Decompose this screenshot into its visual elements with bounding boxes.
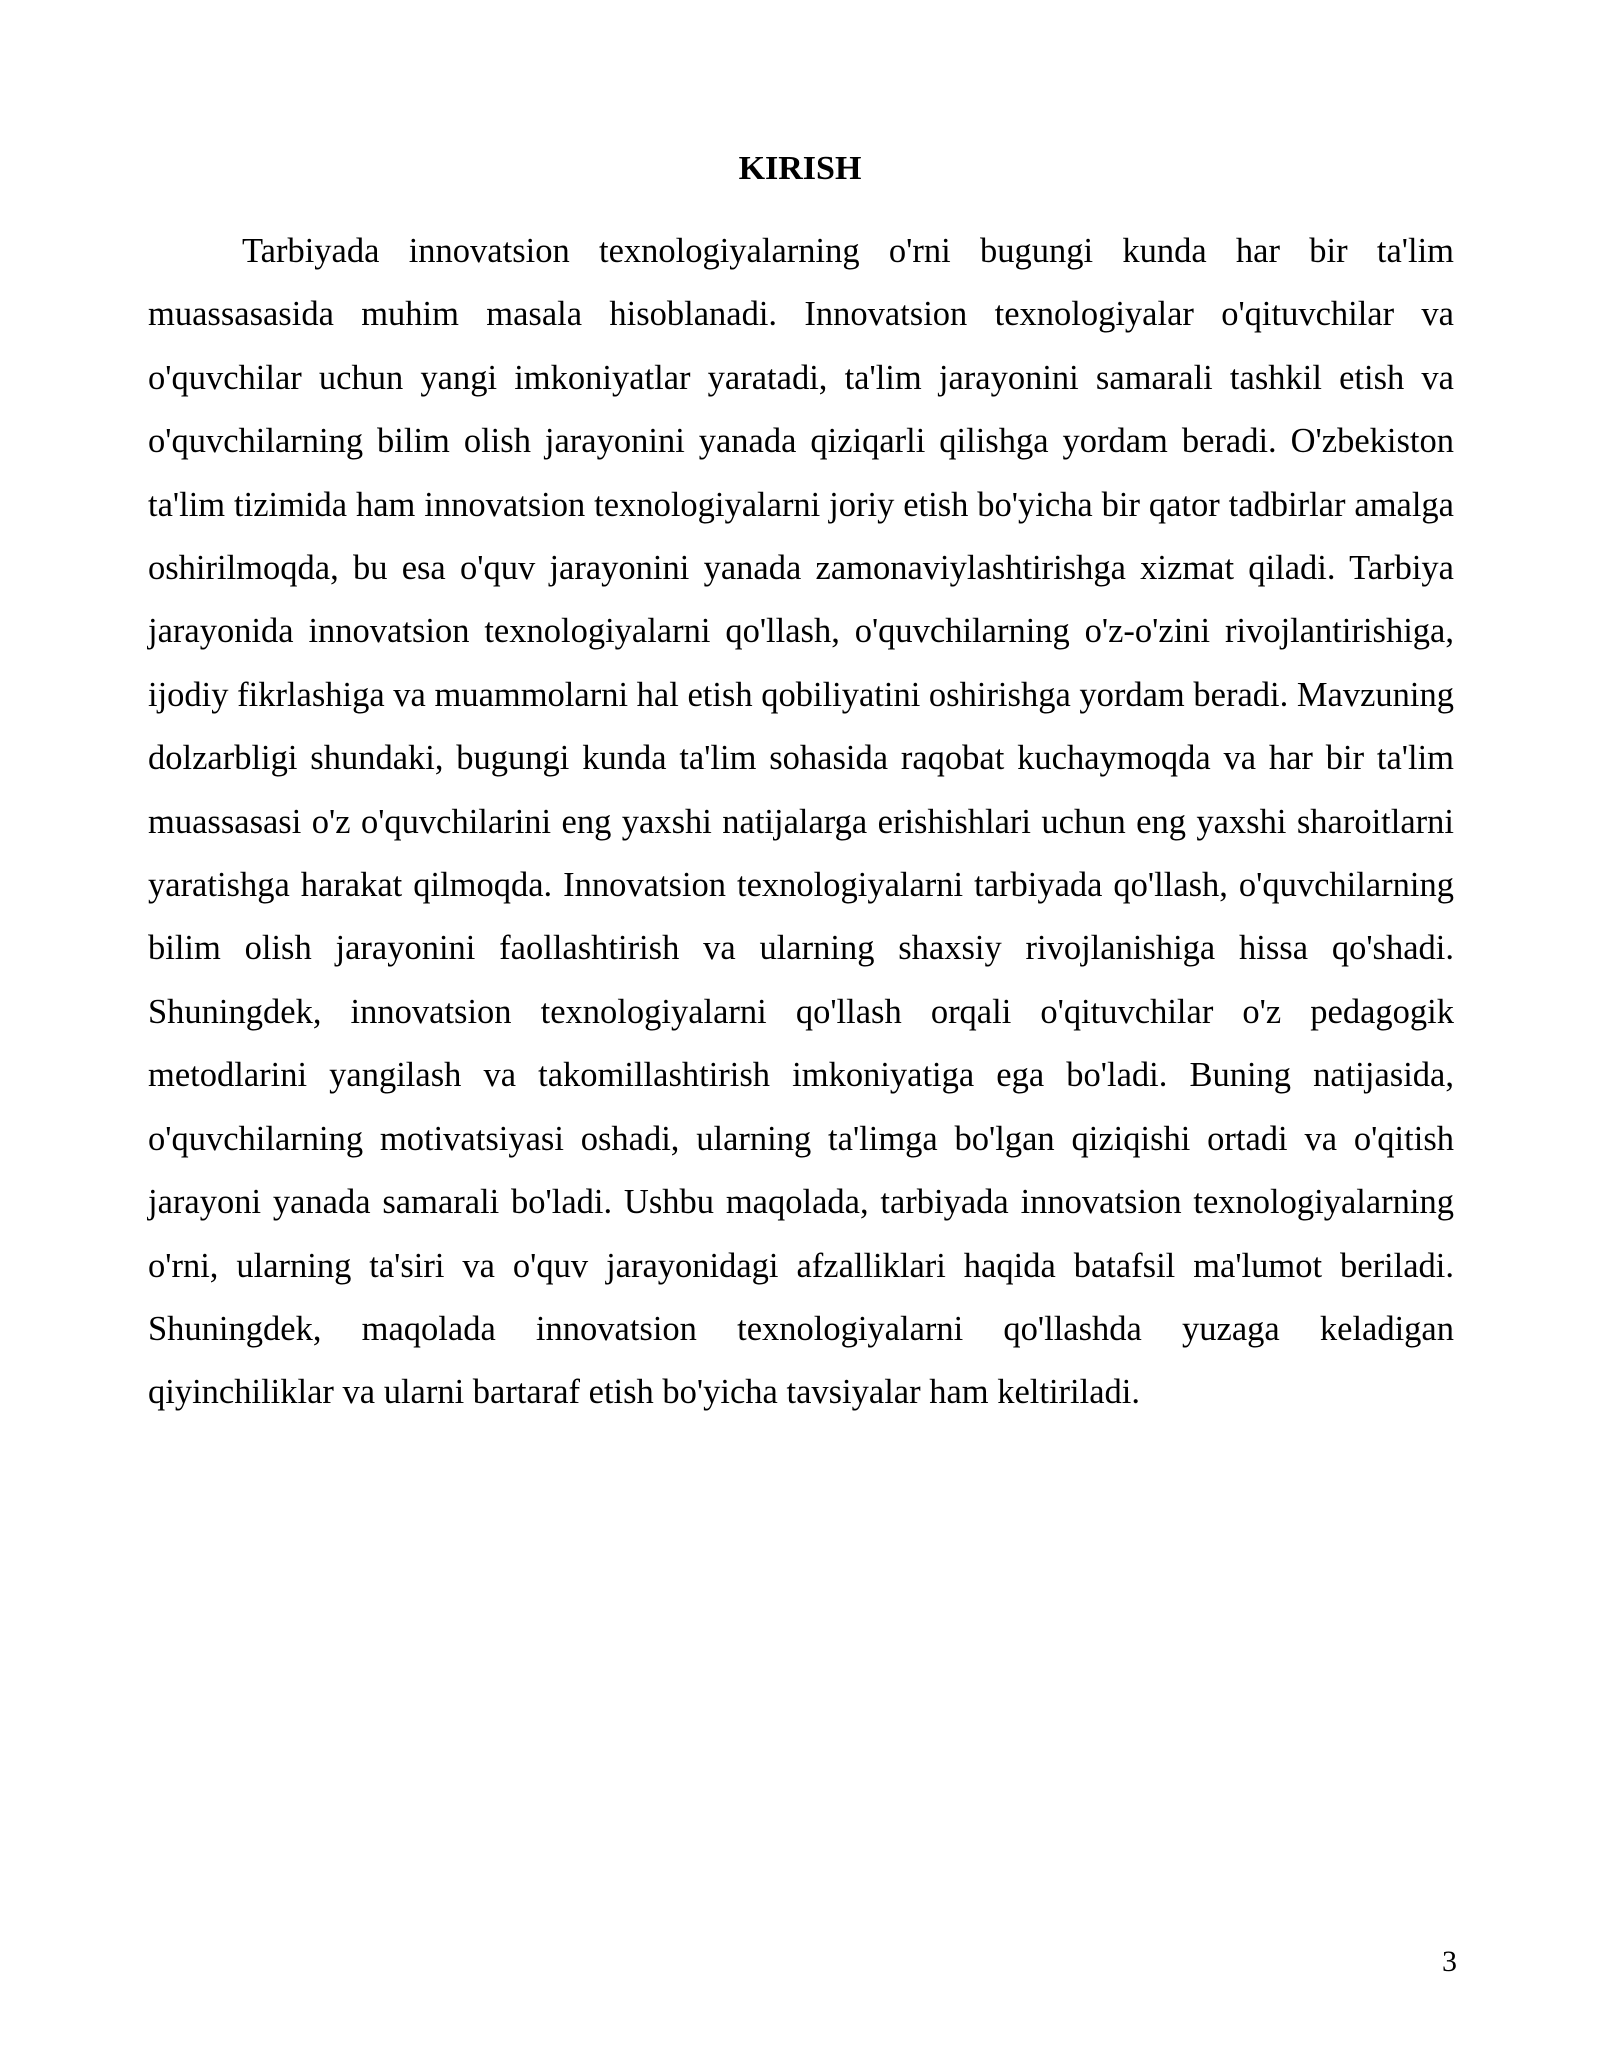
body-paragraph: Tarbiyada innovatsion texnologiyalarning o'rni bugungi kunda har bir ta'lim muassasasida muhim masala hisoblanadi. Innovatsion texnologiyalar o'qituvchilar va o'quvchilar uchun yangi imkoniyatlar yaratadi, ta'lim jarayonini samarali tashkil etish va o'quvchilarning bilim olish jarayonini yanada qiziqarli qilishga yordam beradi. O'zbekiston ta'lim tizimida ham innovatsion texnologiyalarni joriy etish bo'yicha bir qator tadbirlar amalga oshirilmoqda, bu esa o'quv jarayonini yanada zamonaviylashtirishga xizmat qiladi. Tarbiya jarayonida innovatsion texnologiyalarni qo'llash, o'quvchilarning o'z-o'zini rivojlantirishiga, ijodiy fikrlashiga va muammolarni hal etish qobiliyatini oshirishga yordam beradi. Mavzuning dolzarbligi shundaki, bugungi kunda ta'lim sohasida raqobat kuchaymoqda va har bir ta'lim muassasasi o'z o'quvchilarini eng yaxshi natijalarga erishishlari uchun eng yaxshi sharoitlarni yaratishga harakat qilmoqda. Innovatsion texnologiyalarni tarbiyada qo'llash, o'quvchilarning bilim olish jarayonini faollashtirish va ularning shaxsiy rivojlanishiga hissa qo'shadi. Shuningdek, innovatsion texnologiyalarni qo'llash orqali o'qituvchilar o'z pedagogik metodlarini yangilash va takomillashtirish imkoniyatiga ega bo'ladi. Buning natijasida, o'quvchilarning motivatsiyasi oshadi, ularning ta'limga bo'lgan qiziqishi ortadi va o'qitish jarayoni yanada samarali bo'ladi. Ushbu maqolada, tarbiyada innovatsion texnologiyalarning o'rni, ularning ta'siri va o'quv jarayonidagi afzalliklari haqida batafsil ma'lumot beriladi. Shuningdek, maqolada innovatsion texnologiyalarni qo'llashda yuzaga keladigan qiyinchiliklar va ularni bartaraf etish bo'yicha tavsiyalar ham keltiriladi. [148, 232, 1454, 1412]
page-number: 3 [1442, 1945, 1457, 1978]
section-heading: KIRISH [738, 150, 862, 187]
